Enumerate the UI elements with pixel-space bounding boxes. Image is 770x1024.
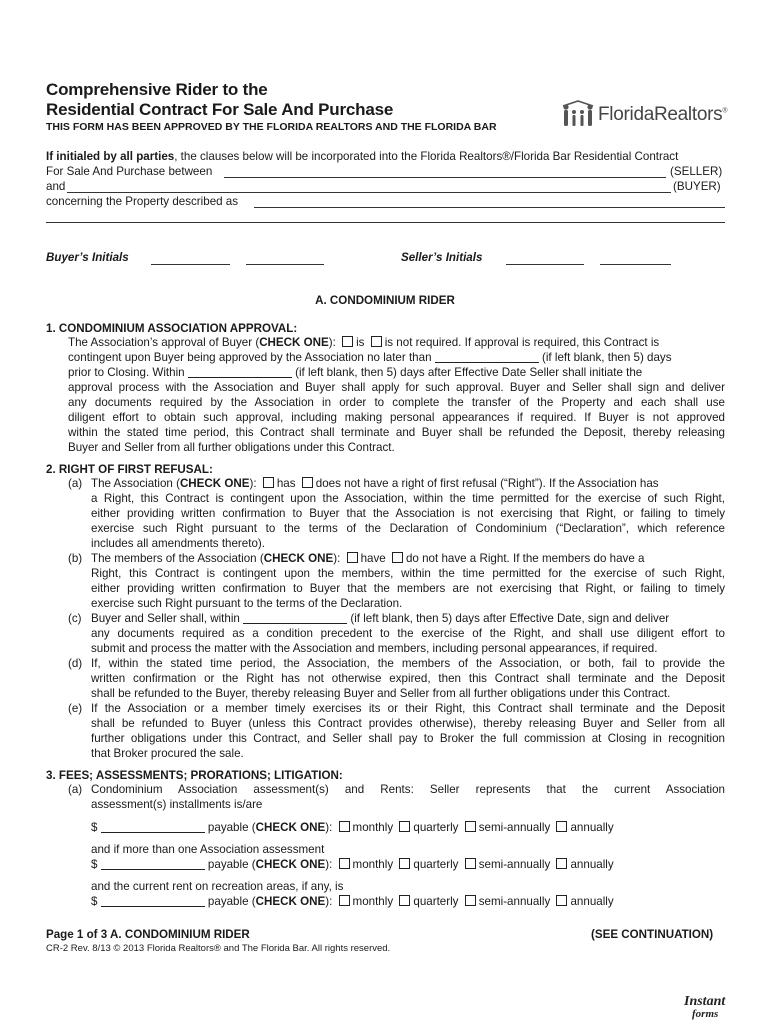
s2e-line1: If the Association or a member timely exercises its or their Right, this Contract shall terminate and the Deposit (91, 702, 725, 715)
s1-heading: 1. CONDOMINIUM ASSOCIATION APPROVAL: (46, 322, 298, 335)
s2e-line3: further obligations under this Contract, and Seller shall pay to Broker the full commission at Closing in recognition (91, 732, 725, 745)
monthly-checkbox-1[interactable] (339, 821, 350, 832)
s2a-line3: either providing written confirmation to Buyer that the Association is not exercising that Right, or failing to timely (91, 507, 725, 520)
seller-initial-1[interactable] (506, 264, 584, 265)
buyer-label: (BUYER) (673, 180, 721, 193)
semi-annually-checkbox-3[interactable] (465, 895, 476, 906)
form-title-line1: Comprehensive Rider to the (46, 80, 268, 99)
form-title-line2: Residential Contract For Sale And Purchase (46, 100, 394, 119)
s2e-line4: that Broker procured the sale. (91, 747, 244, 760)
florida-realtors-logo (560, 100, 740, 132)
s2d-label: (d) (68, 657, 83, 670)
right-days-field[interactable] (243, 623, 347, 624)
property-field-line2[interactable] (46, 222, 725, 223)
s1-line3: prior to Closing. Within (if left blank, then 5) days after Effective Date Seller shall initiate the (68, 366, 643, 379)
more-assessment-label: and if more than one Association assessment (91, 843, 325, 856)
s1-line2: contingent upon Buyer being approved by the Association no later than (if left blank, then 5) days (68, 351, 672, 364)
family-icon (560, 100, 596, 132)
seller-label: (SELLER) (670, 165, 723, 178)
page-indicator: Page 1 of 3 A. CONDOMINIUM RIDER (46, 928, 250, 941)
s2c-label: (c) (68, 612, 82, 625)
approval-statement: THIS FORM HAS BEEN APPROVED BY THE FLORIDA REALTORS AND THE FLORIDA BAR (46, 121, 497, 133)
s2b-line1: The members of the Association (CHECK ONE): have do not have a Right. If the members do have a (91, 552, 645, 565)
s2e-label: (e) (68, 702, 83, 715)
see-continuation: (SEE CONTINUATION) (591, 928, 714, 941)
s3a-line1: Condominium Association assessment(s) and Rents: Seller represents that the current Association (91, 783, 725, 796)
s1-line7: within the stated time period, this Contract shall terminate and Buyer shall be refunded the Deposit, thereby releasing (68, 426, 725, 439)
s3a-label: (a) (68, 783, 83, 796)
assessment-row-3: $ payable (CHECK ONE): monthly quarterly semi-annually annually (91, 895, 614, 908)
s3a-line2: assessment(s) installments is/are (91, 798, 263, 811)
between-label: For Sale And Purchase between (46, 165, 213, 178)
annually-checkbox-2[interactable] (556, 858, 567, 869)
instant-forms-logo: Instant forms (684, 994, 726, 1020)
buyer-name-field[interactable] (67, 192, 671, 193)
seller-name-field[interactable] (224, 177, 666, 178)
assessment-amount-1[interactable] (101, 832, 205, 833)
property-field[interactable] (254, 207, 725, 208)
s2d-line1: If, within the stated time period, the Association, the members of the Association, or both, fail to provide the (91, 657, 725, 670)
s2b-line2: Right, this Contract is contingent upon the members, within the time permitted for the exercise of such Right, (91, 567, 725, 580)
s2a-line2: a Right, this Contract is contingent upon the Association, within the time permitted for the exercise of such Right, (91, 492, 725, 505)
approval-not-required-checkbox[interactable] (371, 336, 382, 347)
s2a-line5: includes all amendments thereto). (91, 537, 265, 550)
seller-initial-2[interactable] (600, 264, 671, 265)
assessment-row-2: $ payable (CHECK ONE): monthly quarterly semi-annually annually (91, 858, 614, 871)
monthly-checkbox-3[interactable] (339, 895, 350, 906)
association-no-right-checkbox[interactable] (302, 477, 313, 488)
annually-checkbox-1[interactable] (556, 821, 567, 832)
semi-annually-checkbox-1[interactable] (465, 821, 476, 832)
s2c-line3: submit and process the matter with the Association and members, including personal appearances, if required. (91, 642, 658, 655)
s1-line6: diligent effort to obtain such approval, including making personal appearances if required. If Buyer is not approved (68, 411, 725, 424)
s2a-label: (a) (68, 477, 83, 490)
approval-deadline-field[interactable] (435, 362, 539, 363)
rent-amount[interactable] (101, 906, 205, 907)
copyright-line: CR-2 Rev. 8/13 © 2013 Florida Realtors® and The Florida Bar. All rights reserved. (46, 943, 391, 954)
monthly-checkbox-2[interactable] (339, 858, 350, 869)
section-title: A. CONDOMINIUM RIDER (315, 294, 455, 307)
buyer-initial-2[interactable] (246, 264, 324, 265)
s3-heading: 3. FEES; ASSESSMENTS; PRORATIONS; LITIGATION: (46, 769, 343, 782)
logo-wordmark: FloridaRealtors® (598, 104, 728, 125)
s2d-line3: shall be refunded to the Buyer, thereby releasing Buyer and Seller from all further obligations under this Contract. (91, 687, 671, 700)
s2a-line4: exercise such Right pursuant to the terms of the Declaration of Condominium (“Declaration”, which reference (91, 522, 725, 535)
rent-label: and the current rent on recreation areas, if any, is (91, 880, 344, 893)
property-label: concerning the Property described as (46, 195, 239, 208)
assessment-amount-2[interactable] (101, 869, 205, 870)
annually-checkbox-3[interactable] (556, 895, 567, 906)
quarterly-checkbox-1[interactable] (399, 821, 410, 832)
s2-heading: 2. RIGHT OF FIRST REFUSAL: (46, 463, 213, 476)
quarterly-checkbox-2[interactable] (399, 858, 410, 869)
semi-annually-checkbox-2[interactable] (465, 858, 476, 869)
assessment-row-1: $ payable (CHECK ONE): monthly quarterly semi-annually annually (91, 821, 614, 834)
association-has-right-checkbox[interactable] (263, 477, 274, 488)
members-have-right-checkbox[interactable] (347, 552, 358, 563)
buyer-initial-1[interactable] (151, 264, 230, 265)
quarterly-checkbox-3[interactable] (399, 895, 410, 906)
s2b-line3: either providing written confirmation to Buyer that the members are not exercising that Right, or failing to timely (91, 582, 725, 595)
initiate-days-field[interactable] (188, 377, 292, 378)
seller-initials-label: Seller’s Initials (401, 251, 483, 264)
s2e-line2: shall be refunded to Buyer (unless this Contract provides otherwise), thereby releasing Buyer and Seller from all (91, 717, 725, 730)
s2c-line1: Buyer and Seller shall, within (if left blank, then 5) days after Effective Date, sign and deliver (91, 612, 670, 625)
intro-line1: If initialed by all parties, the clauses below will be incorporated into the Florida Realtors®/Florida Bar Residential Contract (46, 150, 679, 163)
and-label: and (46, 180, 66, 193)
s2c-line2: any documents required as a condition precedent to the exercise of the Right, and shall use diligent effort to (91, 627, 725, 640)
approval-required-checkbox[interactable] (342, 336, 353, 347)
s2a-line1: The Association (CHECK ONE): has does not have a right of first refusal (“Right”). If the Association has (91, 477, 659, 490)
s1-line1: The Association’s approval of Buyer (CHECK ONE): is is not required. If approval is required, this Contract is (68, 336, 660, 349)
s2b-label: (b) (68, 552, 83, 565)
members-no-right-checkbox[interactable] (392, 552, 403, 563)
s1-line8: Buyer and Seller from all further obligations under this Contract. (68, 441, 395, 454)
s2d-line2: written confirmation or the Right has not otherwise expired, then this Contract shall terminate and the Deposit (91, 672, 725, 685)
s1-line4: approval process with the Association and Buyer shall apply for such approval. Buyer and Seller shall sign and deliver (68, 381, 725, 394)
s1-line5: any documents required by the Association in order to complete the transfer of the Property and each shall use (68, 396, 725, 409)
s2b-line4: exercise such Right pursuant to the terms of the Declaration. (91, 597, 403, 610)
buyer-initials-label: Buyer’s Initials (46, 251, 129, 264)
